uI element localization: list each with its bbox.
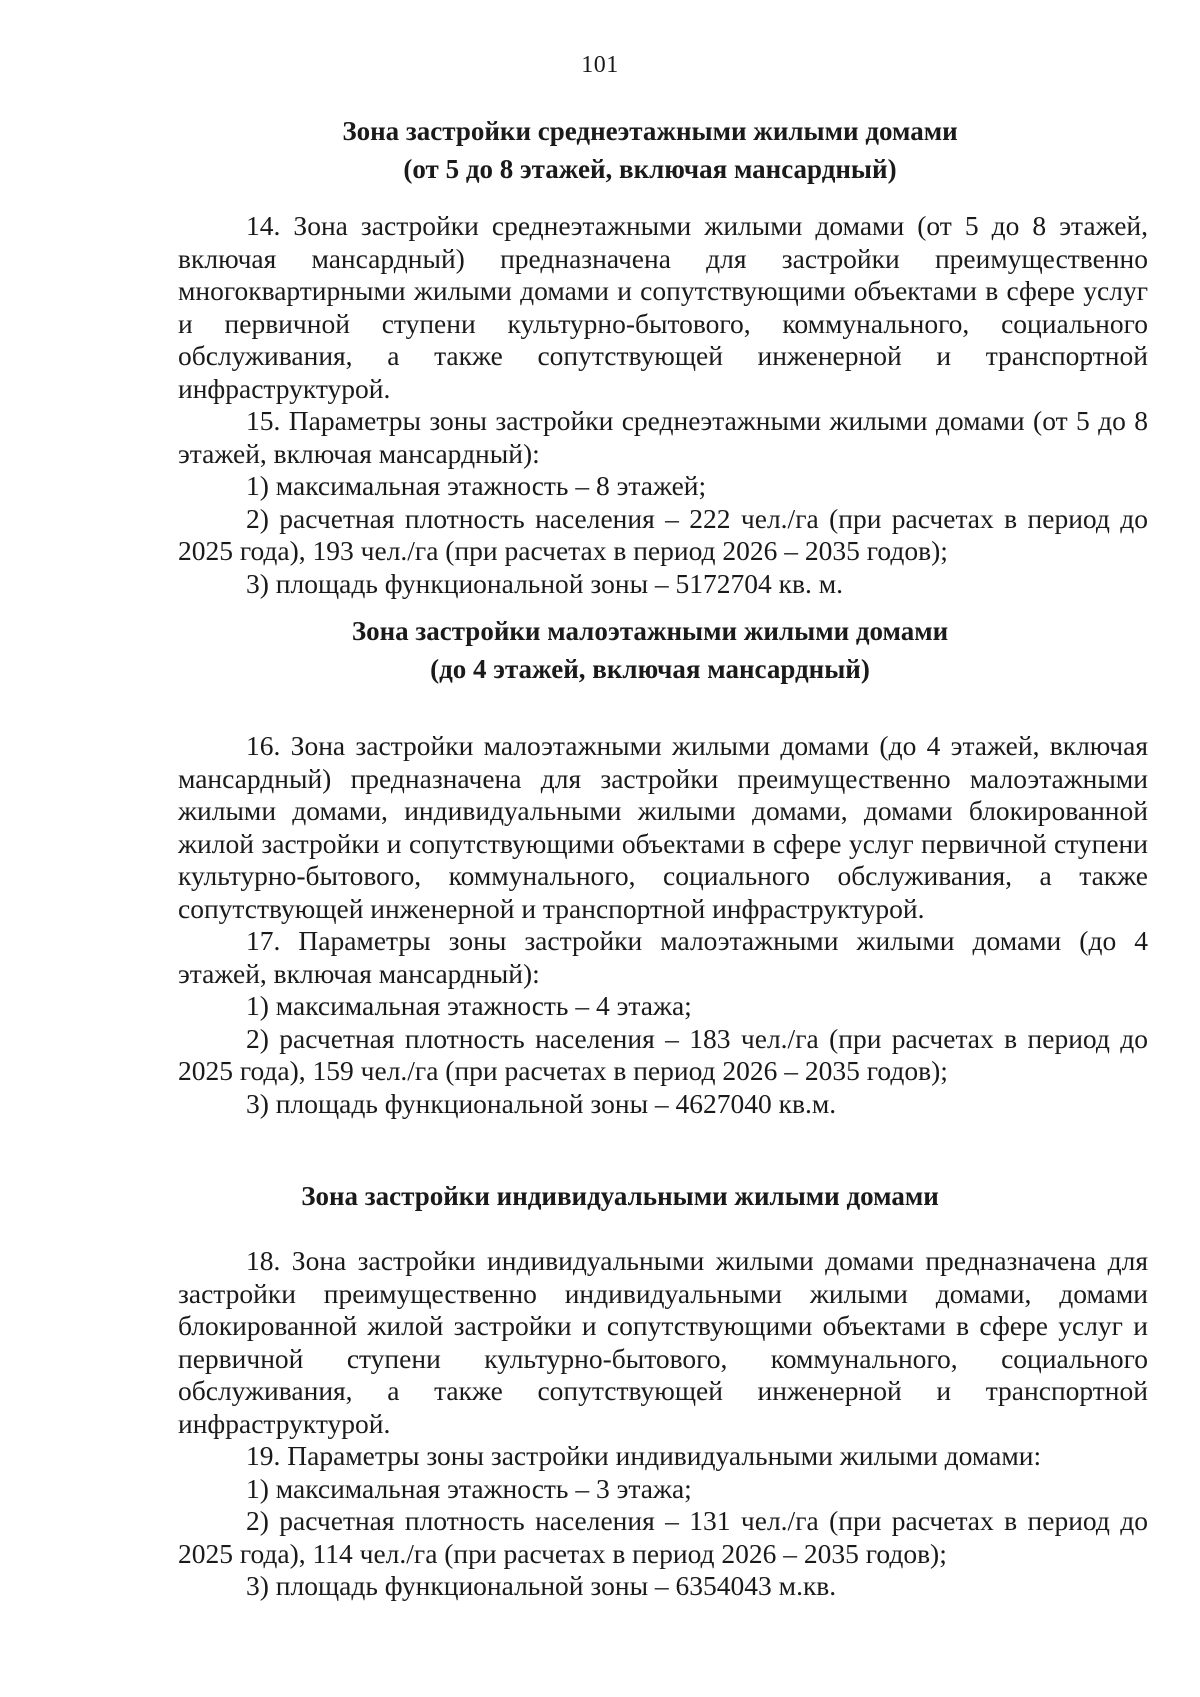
list-item: 3) площадь функциональной зоны – 4627040 кв.м. (246, 1087, 837, 1119)
list-item: 1) максимальная этажность – 8 этажей; (246, 470, 707, 501)
paragraph-18: 18. Зона застройки индивидуальными жилыми домами предназначена для застройки преимущественно индивидуальными жилыми домами, домами блокированной жилой застройки и сопутствующими объектами в сфере услуг и первичной ступени культурно-бытового, коммунального, социального обслуживания, а также сопутствующей инженерной и транспортной инфраструктурой. (178, 1245, 1148, 1439)
paragraph-16: 16. Зона застройки малоэтажными жилыми домами (до 4 этажей, включая мансардный) предназначена для застройки преимущественно малоэтажными жилыми домами, индивидуальными жилыми домами, домами блокированной жилой застройки и сопутствующими объектами в сфере услуг первичной ступени культурно-бытового, коммунального, социального обслуживания, а также сопутствующей инженерной и транспортной инфраструктурой. (178, 730, 1148, 924)
section-title-line: (от 5 до 8 этажей, включая мансардный) (403, 154, 897, 184)
paragraph-17: 17. Параметры зоны застройки малоэтажными жилыми домами (до 4 этажей, включая мансардный): (178, 925, 1148, 989)
list-item: 3) площадь функциональной зоны – 5172704 кв. м. (246, 567, 844, 599)
section-body-midrise (178, 210, 1148, 600)
list-item: 3) площадь функциональной зоны – 6354043 м.кв. (246, 1570, 837, 1601)
section-title-line: (до 4 этажей, включая мансардный) (430, 654, 870, 684)
paragraph-14: 14. Зона застройки среднеэтажными жилыми домами (от 5 до 8 этажей, включая мансардный) предназначена для застройки преимущественно многоквартирными жилыми домами и сопутствующими объектами в сфере услуг и первичной ступени культурно-бытового, коммунального, социального обслуживания, а также сопутствующей инженерной и транспортной инфраструктурой. (178, 210, 1148, 404)
section-title-line: Зона застройки среднеэтажными жилыми домами (342, 116, 958, 146)
section-title-individual (220, 1177, 1020, 1215)
page-number: 101 (581, 52, 619, 78)
section-title-line: Зона застройки индивидуальными жилыми домами (301, 1181, 939, 1211)
section-body-lowrise (178, 730, 1148, 1120)
list-item: 2) расчетная плотность населения – 131 чел./га (при расчетах в период до 2025 года), 114 чел./га (при расчетах в период 2026 – 2035 годов); (178, 1505, 1148, 1569)
list-item: 2) расчетная плотность населения – 183 чел./га (при расчетах в период до 2025 года), 159 чел./га (при расчетах в период 2026 – 2035 годов); (178, 1022, 1148, 1086)
list-item: 1) максимальная этажность – 4 этажа; (246, 990, 692, 1021)
paragraph-15: 15. Параметры зоны застройки среднеэтажными жилыми домами (от 5 до 8 этажей, включая мансардный): (178, 405, 1148, 469)
section-title-lowrise (250, 612, 1050, 688)
section-body-individual (178, 1245, 1148, 1603)
section-title-line: Зона застройки малоэтажными жилыми домами (351, 616, 949, 646)
section-title-midrise (250, 112, 1050, 188)
list-item: 2) расчетная плотность населения – 222 чел./га (при расчетах в период до 2025 года), 193 чел./га (при расчетах в период 2026 – 2035 годов); (178, 502, 1148, 566)
paragraph-19: 19. Параметры зоны застройки индивидуальными жилыми домами: (246, 1440, 1042, 1471)
list-item: 1) максимальная этажность – 3 этажа; (246, 1472, 692, 1504)
